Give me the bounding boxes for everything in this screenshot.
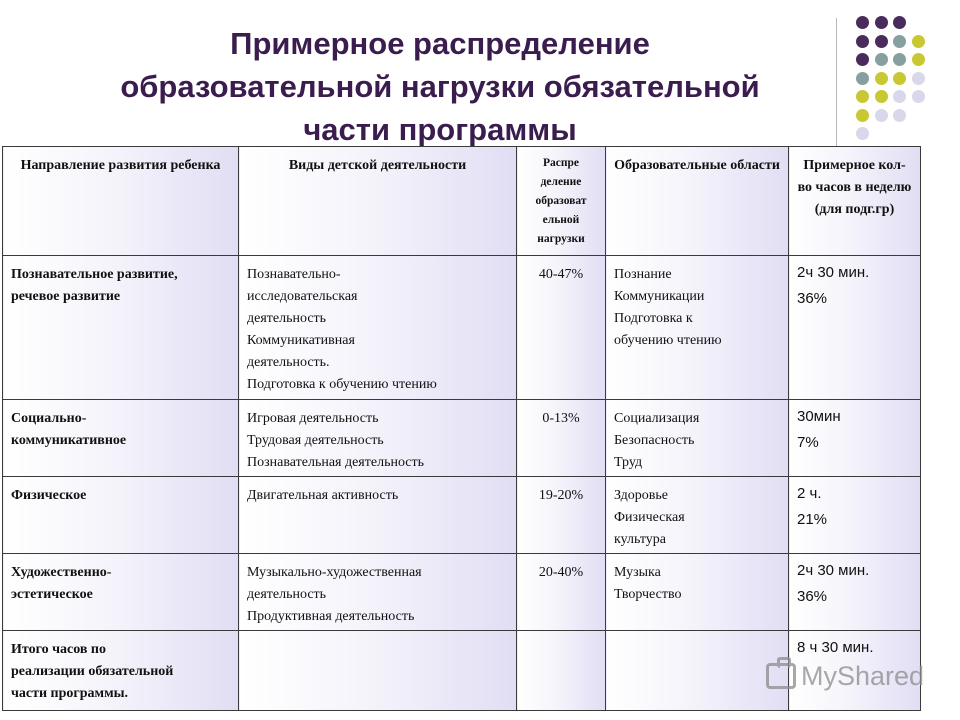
cell-hours: 30мин 7% (789, 400, 921, 477)
cell-load (517, 631, 606, 711)
watermark (766, 656, 924, 696)
decorative-dot (912, 72, 925, 85)
decorative-dot (875, 35, 888, 48)
cell-load: 40-47% (517, 256, 606, 400)
decorative-dot (893, 35, 906, 48)
cell-areas: Познание Коммуникации Подготовка к обучению чтению (606, 256, 789, 400)
decorative-dot (893, 90, 906, 103)
decorative-dot (856, 72, 869, 85)
decorative-dot (912, 53, 925, 66)
cell-load: 19-20% (517, 477, 606, 554)
title-line-2: образовательной нагрузки обязательной (120, 69, 760, 104)
cell-direction: Познавательное развитие, речевое развитие (3, 256, 239, 400)
table-header-row (3, 147, 921, 256)
decorative-dot (893, 53, 906, 66)
cell-direction: Физическое (3, 477, 239, 554)
table-row (3, 477, 921, 554)
decorative-dot (893, 16, 906, 29)
table-row (3, 554, 921, 631)
cell-areas: Социализация Безопасность Труд (606, 400, 789, 477)
load-distribution-table (2, 146, 921, 711)
decorative-dot (856, 35, 869, 48)
decorative-dot (875, 53, 888, 66)
decorative-dot (856, 90, 869, 103)
cell-activity: Игровая деятельность Трудовая деятельность Познавательная деятельность (239, 400, 517, 477)
decorative-dot (875, 109, 888, 122)
cell-load: 20-40% (517, 554, 606, 631)
decorative-dot (912, 90, 925, 103)
decorative-dot (856, 127, 869, 140)
cell-direction: Итого часов по реализации обязательной части программы. (3, 631, 239, 711)
cell-activity: Музыкально-художественная деятельность Продуктивная деятельность (239, 554, 517, 631)
header-hours: Примерное кол-во часов в неделю (для подг.гр) (789, 147, 921, 256)
cell-areas (606, 631, 789, 711)
cell-activity: Двигательная активность (239, 477, 517, 554)
table-row (3, 400, 921, 477)
tv-icon (766, 663, 796, 689)
cell-hours: 2ч 30 мин. 36% (789, 256, 921, 400)
decorative-dot (875, 72, 888, 85)
decorative-dot (856, 53, 869, 66)
header-direction: Направление развития ребенка (3, 147, 239, 256)
title-line-1: Примерное распределение (230, 26, 650, 61)
cell-load: 0-13% (517, 400, 606, 477)
decorative-dot (875, 90, 888, 103)
slide-title (40, 22, 840, 151)
cell-activity (239, 631, 517, 711)
decorative-dot (856, 16, 869, 29)
decorative-dot (875, 16, 888, 29)
decorative-dot (856, 109, 869, 122)
title-line-3: части программы (303, 112, 577, 147)
cell-direction: Художественно- эстетическое (3, 554, 239, 631)
header-activity: Виды детской деятельности (239, 147, 517, 256)
cell-direction: Социально- коммуникативное (3, 400, 239, 477)
watermark-text: MyShared (801, 661, 925, 691)
cell-areas: Здоровье Физическая культура (606, 477, 789, 554)
cell-hours: 2 ч. 21% (789, 477, 921, 554)
decorative-dot (912, 35, 925, 48)
decorative-dot (893, 109, 906, 122)
header-load: Распре деление образоват ельной нагрузки (517, 147, 606, 256)
cell-activity: Познавательно- исследовательская деятельность Коммуникативная деятельность. Подготовка к обучению чтению (239, 256, 517, 400)
decorative-dot (893, 72, 906, 85)
cell-hours: 8 ч 30 мин. (789, 631, 921, 711)
table-row (3, 256, 921, 400)
header-areas: Образовательные области (606, 147, 789, 256)
decorative-divider (836, 18, 837, 153)
cell-areas: Музыка Творчество (606, 554, 789, 631)
cell-hours: 2ч 30 мин. 36% (789, 554, 921, 631)
